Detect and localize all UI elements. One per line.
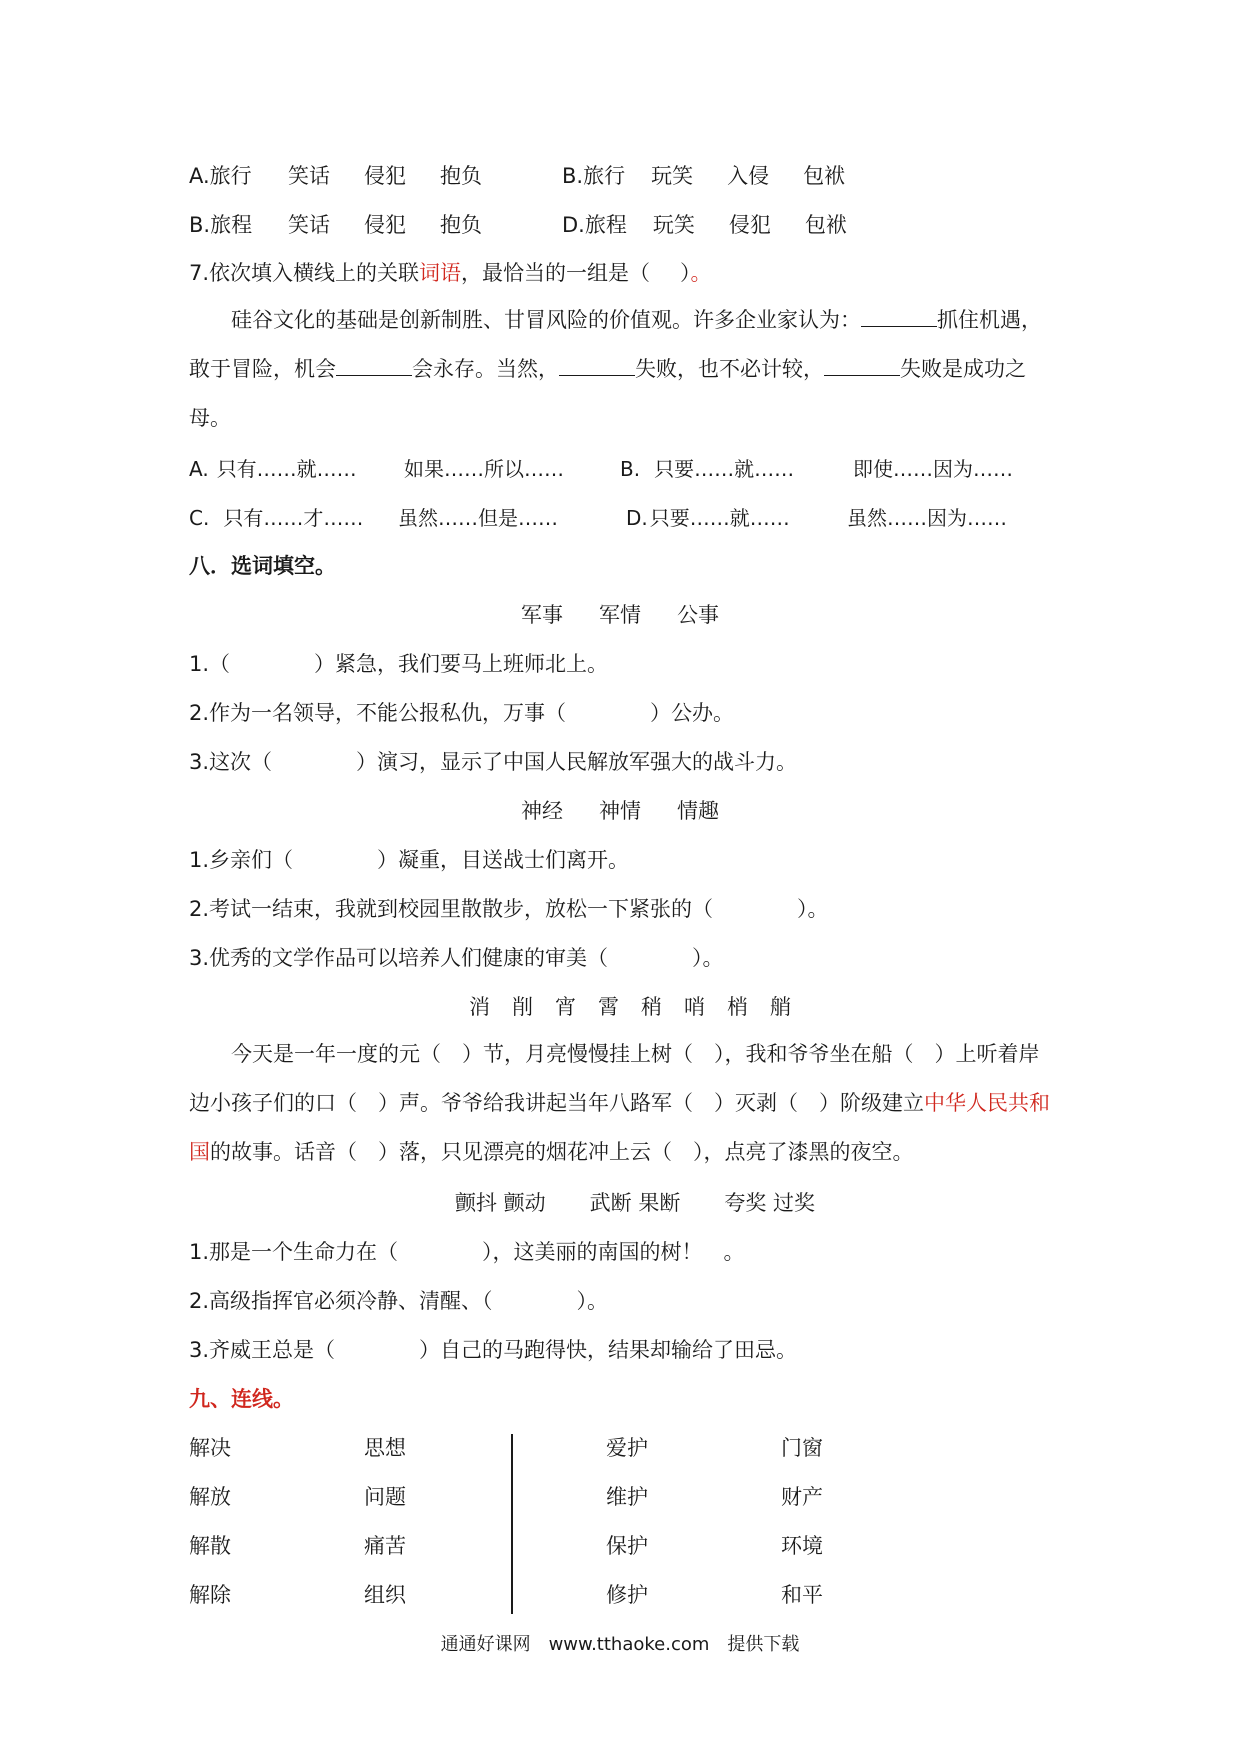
question-item: 3.这次（ ）演习，显示了中国人民解放军强大的战斗力。 bbox=[189, 750, 798, 774]
question-item: 2.高级指挥官必须冷静、清醒、（ ）。 bbox=[189, 1289, 609, 1313]
q7-option-b2: 即使……因为…… bbox=[853, 457, 1013, 481]
match-word[interactable]: 解放 bbox=[189, 1485, 231, 1509]
q7-prompt-highlight: 词语 bbox=[419, 261, 462, 285]
word-bank-4: 颤抖 颤动 武断 果断 夸奖 过奖 bbox=[454, 1191, 816, 1215]
q6-option-row-1-words-a bbox=[288, 160, 516, 190]
question-item: 1.乡亲们（ ）凝重，目送战士们离开。 bbox=[189, 848, 630, 872]
q6-option-row-2 bbox=[189, 209, 286, 239]
option-word: 包袱 bbox=[803, 164, 846, 188]
match-word[interactable]: 环境 bbox=[781, 1534, 823, 1558]
option-word: 侵犯 bbox=[364, 213, 406, 237]
option-word: 玩笑 bbox=[651, 164, 694, 188]
option-label: B.旅行 bbox=[562, 164, 626, 188]
fill-blank[interactable] bbox=[559, 357, 635, 376]
match-word[interactable]: 痛苦 bbox=[364, 1534, 406, 1558]
option-word: 抱负 bbox=[440, 164, 482, 188]
question-item: 2.作为一名领导，不能公报私仇，万事（ ）公办。 bbox=[189, 701, 735, 725]
question-item: 3.齐威王总是（ ）自己的马跑得快，结果却输给了田忌。 bbox=[189, 1338, 798, 1362]
option-label: A.旅行 bbox=[189, 164, 252, 188]
passage-highlight: 中华人民共和国 bbox=[189, 1091, 1050, 1164]
option-word: 笑话 bbox=[288, 164, 330, 188]
word-bank-2: 神经 神情 情趣 bbox=[521, 799, 719, 823]
question-item: 1.那是一个生命力在（ ），这美丽的南国的树！ 。 bbox=[189, 1240, 745, 1264]
question-item: 2.考试一结束，我就到校园里散散步，放松一下紧张的（ ）。 bbox=[189, 897, 829, 921]
option-label: D.旅程 bbox=[562, 213, 627, 237]
option-word: 笑话 bbox=[288, 213, 330, 237]
q7-option-b: B. 只要……就…… bbox=[620, 457, 795, 481]
match-word[interactable]: 修护 bbox=[606, 1583, 648, 1607]
fill-blank[interactable] bbox=[824, 357, 900, 376]
question-item: 3.优秀的文学作品可以培养人们健康的审美（ ）。 bbox=[189, 946, 724, 970]
q7-option-a: A. 只有……就…… bbox=[189, 457, 357, 481]
match-word[interactable]: 维护 bbox=[606, 1485, 648, 1509]
q6-option-row-2-words-a bbox=[288, 209, 516, 239]
q7-option-c: C. 只有……才…… bbox=[189, 506, 364, 530]
option-word: 侵犯 bbox=[364, 164, 406, 188]
word-bank-1: 军事 军情 公事 bbox=[521, 603, 719, 627]
q6-option-row-1-b bbox=[562, 160, 879, 190]
option-label: B.旅程 bbox=[189, 213, 253, 237]
fill-blank[interactable] bbox=[861, 308, 937, 327]
match-column-2 bbox=[364, 1433, 406, 1629]
match-column-1 bbox=[189, 1433, 231, 1629]
match-word[interactable]: 财产 bbox=[781, 1485, 823, 1509]
match-word[interactable]: 解散 bbox=[189, 1534, 231, 1558]
match-word[interactable]: 组织 bbox=[364, 1583, 406, 1607]
match-word[interactable]: 思想 bbox=[364, 1436, 406, 1460]
char-bank: 消 削 宵 霄 稍 哨 梢 艄 bbox=[469, 995, 791, 1019]
fill-blank[interactable] bbox=[336, 357, 412, 376]
section-8-title: 八．选词填空。 bbox=[189, 554, 336, 578]
q7-prompt: 7.依次填入横线上的关联词语，最恰当的一组是（ ）。 bbox=[189, 261, 712, 285]
match-word[interactable]: 门窗 bbox=[781, 1436, 823, 1460]
match-word[interactable]: 保护 bbox=[606, 1534, 648, 1558]
match-word[interactable]: 问题 bbox=[364, 1485, 406, 1509]
option-word: 侵犯 bbox=[728, 213, 771, 237]
match-word[interactable]: 解除 bbox=[189, 1583, 231, 1607]
option-word: 抱负 bbox=[440, 213, 482, 237]
section-9-title: 九、连线。 bbox=[189, 1387, 294, 1411]
option-word: 包袱 bbox=[804, 213, 847, 237]
q7-option-d: D. 只要……就…… bbox=[626, 506, 790, 530]
q7-option-a2: 如果……所以…… bbox=[404, 457, 564, 481]
page-footer: 通通好课网 www.tthaoke.com 提供下载 bbox=[440, 1634, 800, 1655]
column-divider bbox=[511, 1434, 513, 1614]
match-word[interactable]: 和平 bbox=[781, 1583, 823, 1607]
q7-passage: 硅谷文化的基础是创新制胜、甘冒风险的价值观。许多企业家认为： 抓住机遇，敢于冒险，机会 会永存。当然， 失败，也不必计较， 失败是成功之母。 bbox=[189, 308, 1042, 430]
match-word[interactable]: 爱护 bbox=[606, 1436, 648, 1460]
q6-option-row-2-b bbox=[562, 209, 881, 239]
option-word: 玩笑 bbox=[652, 213, 695, 237]
match-word[interactable]: 解决 bbox=[189, 1436, 231, 1460]
question-item: 1.（ ）紧急，我们要马上班师北上。 bbox=[189, 652, 609, 676]
char-fill-passage: 今天是一年一度的元（ ）节，月亮慢慢挂上树（ ），我和爷爷坐在船（ ）上听着岸边小孩子们的口（ ）声。爷爷给我讲起当年八路军（ ）灭剥（ ）阶级建立中华人民共和国的故事。话音（ ）落，只见漂亮的烟花冲上云（ ），点亮了漆黑的夜空。 bbox=[189, 1042, 1050, 1164]
match-column-3 bbox=[606, 1433, 648, 1629]
q7-option-d2: 虽然……因为…… bbox=[847, 506, 1007, 530]
q7-option-c2: 虽然……但是…… bbox=[398, 506, 558, 530]
match-column-4 bbox=[781, 1433, 823, 1629]
option-word: 入侵 bbox=[727, 164, 770, 188]
